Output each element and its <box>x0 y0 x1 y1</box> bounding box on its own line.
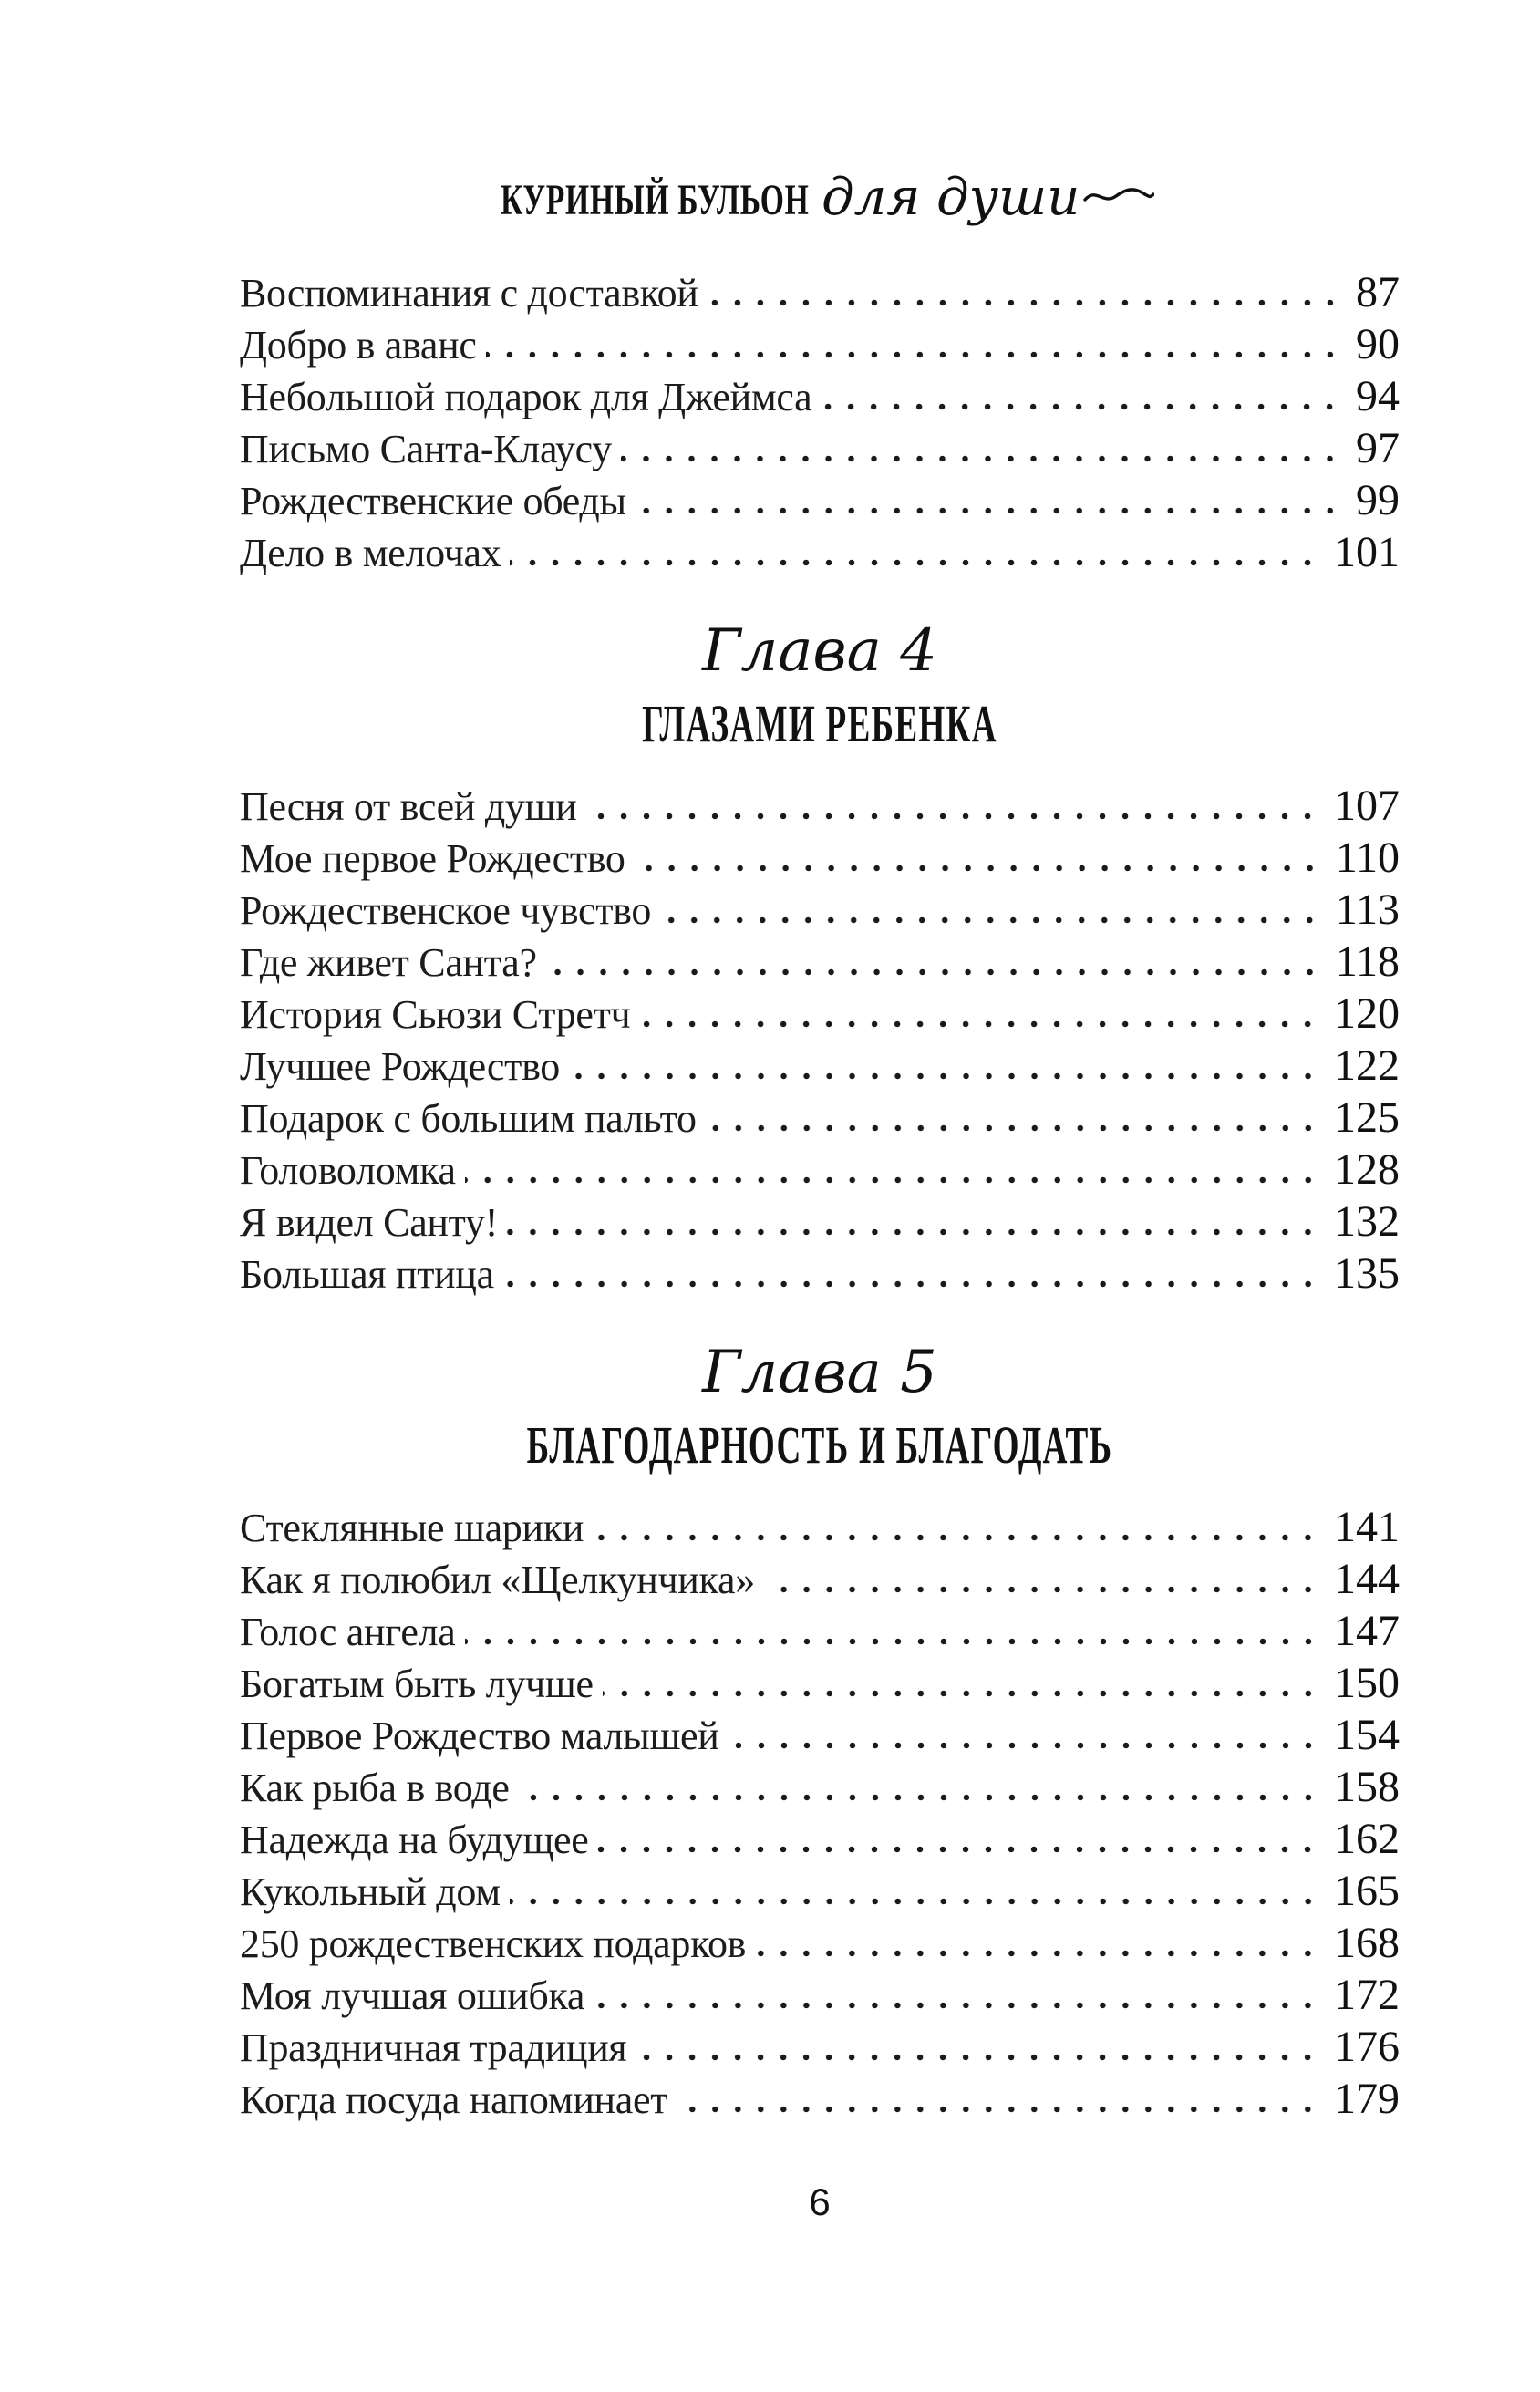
toc-entry-title: Добро в аванс <box>240 323 477 368</box>
toc-entry-page: 125 <box>1334 1093 1400 1142</box>
dot-leader <box>677 2106 1319 2113</box>
toc-entry-title: Первое Рождество малышей <box>240 1714 719 1758</box>
toc-entry-title: 250 рождественских подарков <box>240 1921 747 1966</box>
toc-entry <box>240 832 1400 884</box>
toc-entry-title: Головоломка <box>240 1148 456 1193</box>
book-header <box>240 162 1400 236</box>
toc-entry-title: Подарок с большим пальто <box>240 1096 697 1141</box>
toc-entry-page: 94 <box>1356 372 1400 420</box>
toc-entry <box>240 1813 1400 1865</box>
dot-leader <box>465 1176 1319 1184</box>
toc-entry <box>240 1865 1400 1917</box>
chapter-heading <box>240 1331 1400 1476</box>
dot-leader <box>593 1534 1319 1541</box>
toc-entry-page: 122 <box>1334 1041 1400 1090</box>
toc-entry-title: Где живет Санта? <box>240 940 537 985</box>
toc-entry-title: Как рыба в воде <box>240 1766 510 1810</box>
flourish-icon <box>1083 185 1154 213</box>
chapter-number: Глава 5 <box>702 1339 937 1406</box>
toc-entry-page: 141 <box>1334 1503 1400 1551</box>
chapter-title: ГЛАЗАМИ РЕБЕНКА <box>642 694 997 753</box>
toc-entry-title: Воспоминания с доставкой <box>240 271 698 316</box>
toc-entry-page: 113 <box>1335 885 1400 934</box>
toc-entry-title: Надежда на будущее <box>240 1817 589 1862</box>
dot-leader <box>546 968 1321 976</box>
dot-leader <box>486 351 1341 358</box>
toc-section <box>240 609 1400 1300</box>
toc-entry <box>240 1248 1400 1300</box>
toc-entry-title: Голос ангела <box>240 1610 456 1654</box>
toc-entry <box>240 2073 1400 2125</box>
toc-entry-page: 154 <box>1334 1711 1400 1759</box>
toc-entry-page: 110 <box>1335 834 1400 882</box>
toc-entry-page: 179 <box>1334 2075 1400 2123</box>
text-column <box>240 0 1400 2225</box>
toc-entry <box>240 1761 1400 1813</box>
book-title-caps: КУРИНЫЙ БУЛЬОН <box>500 176 810 224</box>
toc-entry-title: Песня от всей души <box>240 784 577 829</box>
chapter-entries <box>240 266 1400 578</box>
book-title-script: для души <box>822 168 1080 227</box>
toc-entry <box>240 936 1400 988</box>
toc-entry-title: Богатым быть лучше <box>240 1662 594 1706</box>
toc-entry <box>240 422 1400 474</box>
toc-entry <box>240 988 1400 1040</box>
chapter-title: БЛАГОДАРНОСТЬ И БЛАГОДАТЬ <box>526 1415 1113 1475</box>
chapter-entries <box>240 1501 1400 2125</box>
dot-leader <box>635 865 1321 872</box>
dot-leader <box>764 1586 1319 1593</box>
toc-entry-title: Большая птица <box>240 1252 494 1297</box>
table-of-contents <box>240 266 1400 2125</box>
toc-section <box>240 266 1400 578</box>
toc-entry-title: Письмо Санта-Клаусу <box>240 427 612 471</box>
toc-entry-title: Кукольный дом <box>240 1869 501 1914</box>
toc-entry <box>240 526 1400 578</box>
dot-leader <box>594 2002 1319 2009</box>
dot-leader <box>569 1072 1319 1080</box>
toc-entry-page: 162 <box>1334 1815 1400 1863</box>
dot-leader <box>755 1950 1319 1957</box>
dot-leader <box>729 1742 1319 1749</box>
toc-entry-title: Лучшее Рождество <box>240 1044 560 1089</box>
toc-entry <box>240 370 1400 422</box>
dot-leader <box>597 1846 1319 1853</box>
dot-leader <box>510 559 1319 566</box>
toc-entry-title: Я видел Санту! <box>240 1200 499 1245</box>
toc-entry-title: Дело в мелочах <box>240 531 501 575</box>
toc-entry-page: 101 <box>1334 528 1400 576</box>
chapter-entries <box>240 780 1400 1300</box>
toc-entry-title: Моя лучшая ошибка <box>240 1973 585 2018</box>
dot-leader <box>503 1280 1319 1288</box>
dot-leader <box>465 1638 1319 1645</box>
toc-entry <box>240 884 1400 936</box>
toc-entry <box>240 1040 1400 1092</box>
toc-entry-title: Стеклянные шарики <box>240 1506 584 1550</box>
toc-entry-page: 107 <box>1334 782 1400 830</box>
toc-entry-page: 99 <box>1356 476 1400 524</box>
dot-leader <box>708 299 1341 306</box>
dot-leader <box>636 2054 1319 2061</box>
dot-leader <box>706 1124 1319 1132</box>
dot-leader <box>510 1898 1319 1905</box>
toc-entry-page: 97 <box>1356 424 1400 472</box>
dot-leader <box>621 455 1341 462</box>
toc-entry-page: 172 <box>1334 1971 1400 2019</box>
dot-leader <box>519 1794 1319 1801</box>
toc-entry <box>240 780 1400 832</box>
dot-leader <box>585 813 1319 820</box>
toc-entry <box>240 266 1400 318</box>
dot-leader <box>636 507 1341 514</box>
toc-entry-page: 147 <box>1334 1607 1400 1655</box>
toc-entry <box>240 1144 1400 1196</box>
toc-entry <box>240 318 1400 370</box>
toc-entry-page: 128 <box>1334 1145 1400 1194</box>
dot-leader <box>639 1020 1319 1028</box>
toc-entry-page: 165 <box>1334 1867 1400 1915</box>
toc-entry <box>240 1501 1400 1553</box>
dot-leader <box>821 403 1341 410</box>
dot-leader <box>507 1228 1319 1236</box>
toc-entry-title: Рождественские обеды <box>240 479 626 523</box>
toc-entry <box>240 1657 1400 1709</box>
toc-entry-page: 120 <box>1334 989 1400 1038</box>
toc-entry-title: Рождественское чувство <box>240 888 652 933</box>
toc-entry <box>240 1709 1400 1761</box>
page-number: 6 <box>809 2180 831 2223</box>
toc-entry-page: 90 <box>1356 320 1400 368</box>
toc-entry-page: 87 <box>1356 268 1400 316</box>
toc-entry-page: 135 <box>1334 1249 1400 1298</box>
chapter-heading <box>240 609 1400 755</box>
toc-entry <box>240 474 1400 526</box>
toc-entry <box>240 1092 1400 1144</box>
toc-entry-page: 132 <box>1334 1197 1400 1246</box>
toc-entry <box>240 1917 1400 1969</box>
toc-entry <box>240 1553 1400 1605</box>
toc-entry <box>240 1196 1400 1248</box>
toc-entry-page: 168 <box>1334 1919 1400 1967</box>
toc-entry-title: Когда посуда напоминает <box>240 2077 668 2122</box>
toc-entry-title: История Сьюзи Стретч <box>240 992 631 1037</box>
toc-entry-page: 158 <box>1334 1763 1400 1811</box>
toc-entry-title: Небольшой подарок для Джеймса <box>240 375 812 419</box>
toc-entry-title: Как я полюбил «Щелкунчика» <box>240 1558 755 1602</box>
toc-entry-page: 176 <box>1334 2023 1400 2071</box>
toc-entry <box>240 1969 1400 2021</box>
chapter-number: Глава 4 <box>702 617 937 685</box>
toc-entry-page: 150 <box>1334 1659 1400 1707</box>
toc-entry-title: Праздничная традиция <box>240 2025 627 2070</box>
dot-leader <box>660 916 1321 924</box>
toc-entry-title: Мое первое Рождество <box>240 836 625 881</box>
toc-entry <box>240 2021 1400 2073</box>
dot-leader <box>603 1690 1319 1697</box>
toc-section <box>240 1331 1400 2125</box>
page-footer <box>240 2180 1400 2225</box>
toc-entry-page: 144 <box>1334 1555 1400 1603</box>
toc-entry <box>240 1605 1400 1657</box>
toc-entry-page: 118 <box>1335 937 1400 986</box>
